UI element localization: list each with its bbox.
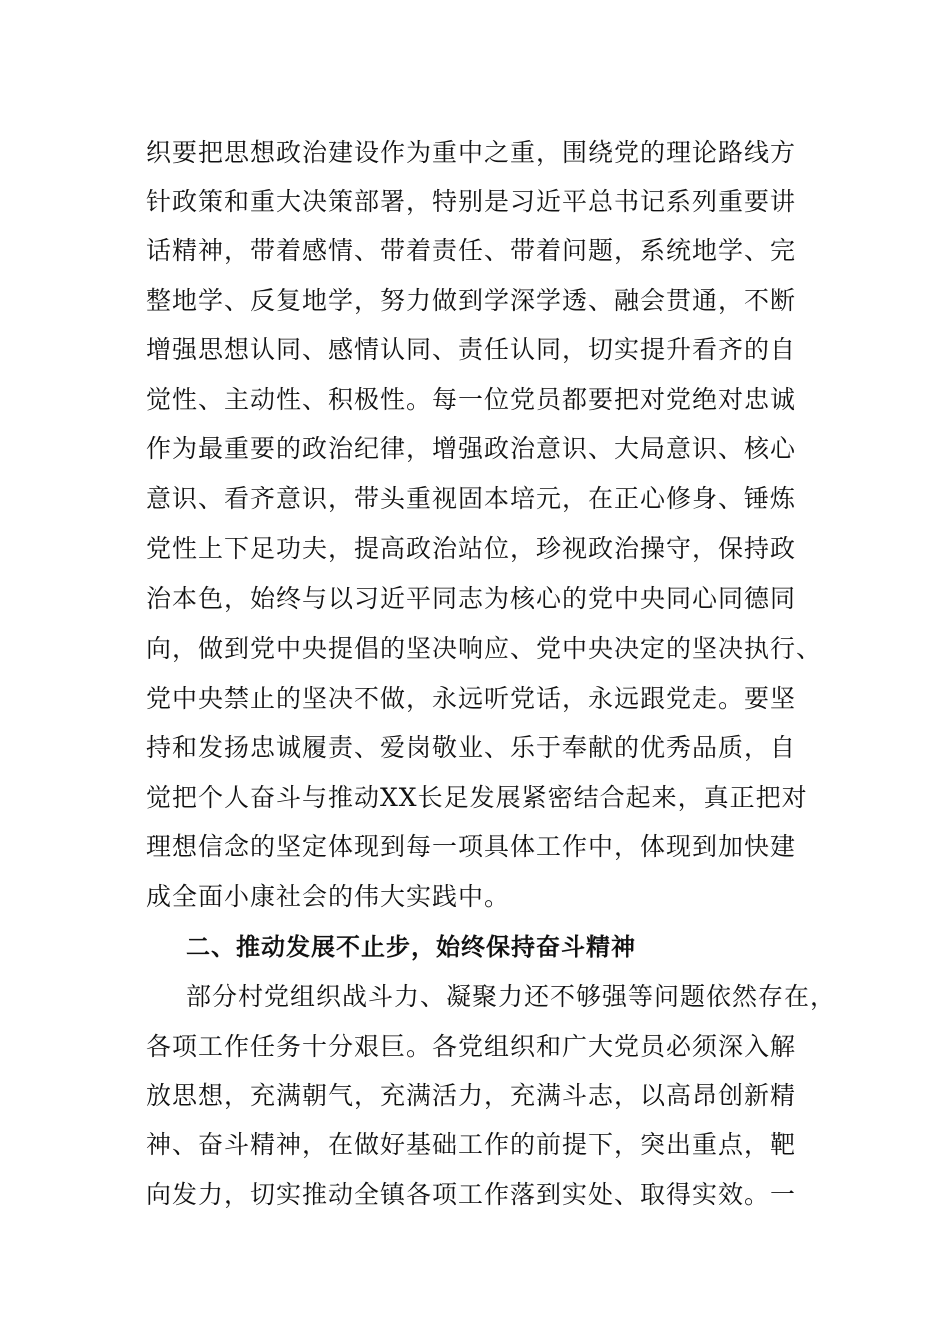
paragraph-line: 觉把个人奋斗与推动XX长足发展紧密结合起来，真正把对 [146, 783, 808, 812]
paragraph-line: 织要把思想政治建设作为重中之重，围绕党的理论路线方 [146, 138, 797, 167]
paragraph-line: 党中央禁止的坚决不做，永远听党话，永远跟党走。要坚 [146, 684, 797, 713]
paragraph-line: 向发力，切实推动全镇各项工作落到实处、取得实效。一 [146, 1180, 797, 1209]
paragraph-line: 意识、看齐意识，带头重视固本培元，在正心修身、锤炼 [146, 484, 797, 513]
paragraph-line: 针政策和重大决策部署，特别是习近平总书记系列重要讲 [146, 187, 797, 216]
paragraph-line: 整地学、反复地学，努力做到学深学透、融会贯通，不断 [146, 286, 797, 315]
paragraph-line: 作为最重要的政治纪律，增强政治意识、大局意识、核心 [146, 434, 797, 463]
paragraph-line: 持和发扬忠诚履责、爱岗敬业、乐于奉献的优秀品质，自 [146, 733, 797, 762]
section-heading: 二、推动发展不止步，始终保持奋斗精神 [186, 933, 636, 961]
paragraph-line: 增强思想认同、感情认同、责任认同，切实提升看齐的自 [146, 335, 797, 364]
paragraph-line: 话精神，带着感情、带着责任、带着问题，系统地学、完 [146, 236, 797, 265]
paragraph-line: 放思想，充满朝气，充满活力，充满斗志，以高昂创新精 [146, 1081, 797, 1110]
paragraph-line: 神、奋斗精神，在做好基础工作的前提下，突出重点，靶 [146, 1130, 797, 1159]
paragraph-line: 党性上下足功夫，提高政治站位，珍视政治操守，保持政 [146, 534, 797, 563]
paragraph-line: 觉性、主动性、积极性。每一位党员都要把对党绝对忠诚 [146, 385, 797, 414]
paragraph-line: 各项工作任务十分艰巨。各党组织和广大党员必须深入解 [146, 1032, 797, 1061]
paragraph-line: 理想信念的坚定体现到每一项具体工作中，体现到加快建 [146, 832, 797, 861]
paragraph-line: 部分村党组织战斗力、凝聚力还不够强等问题依然存在， [186, 982, 837, 1011]
paragraph-line: 成全面小康社会的伟大实践中。 [146, 882, 511, 911]
paragraph-line: 治本色，始终与以习近平同志为核心的党中央同心同德同 [146, 584, 797, 613]
paragraph-line: 向，做到党中央提倡的坚决响应、党中央决定的坚决执行、 [146, 634, 823, 663]
